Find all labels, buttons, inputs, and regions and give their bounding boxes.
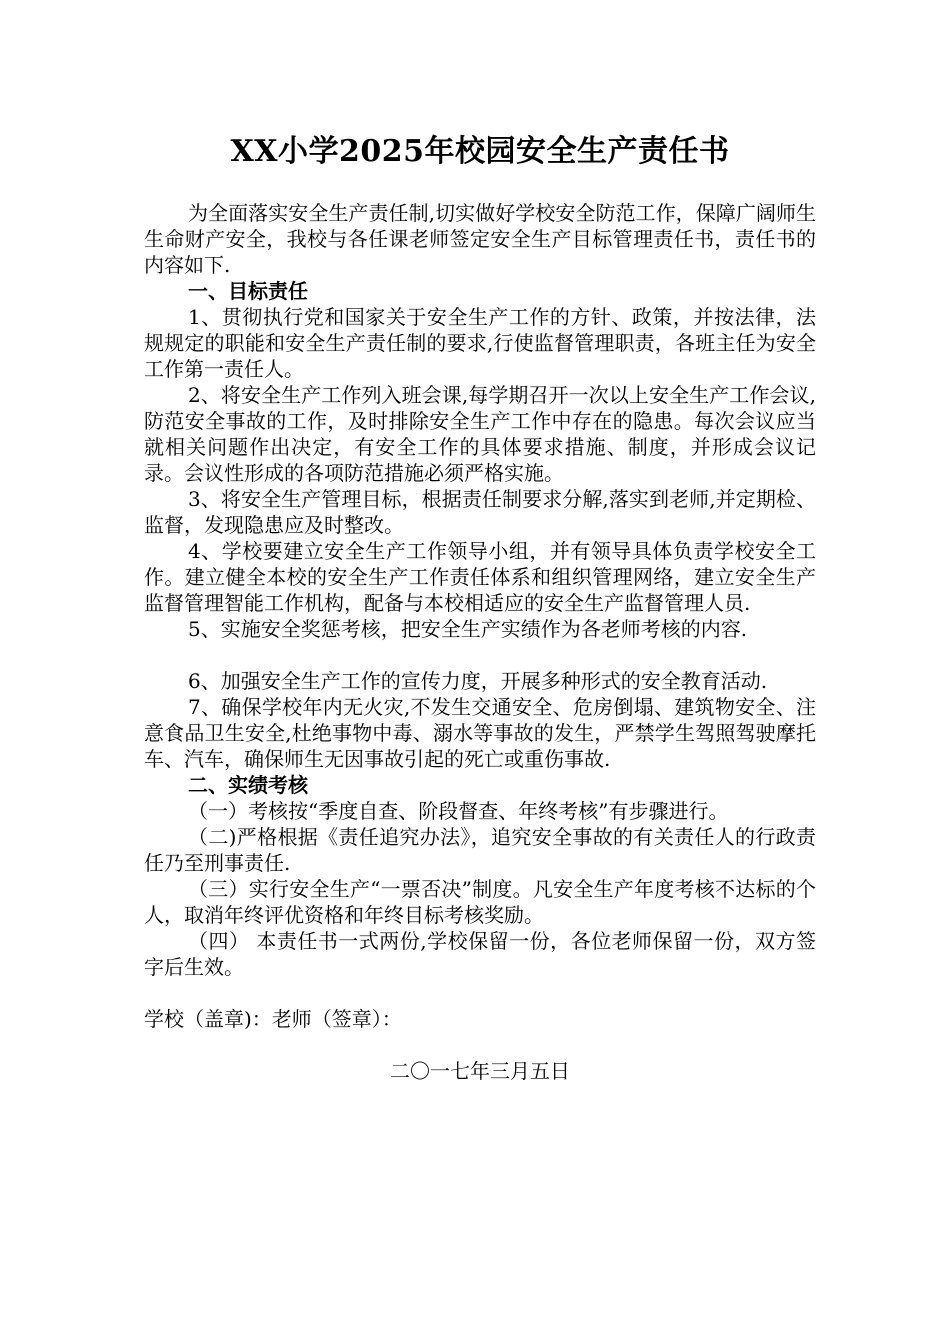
document-date: 二〇一七年三月五日 xyxy=(390,1059,570,1083)
assessment-item-1: （一）考核按“季度自查、阶段督查、年终考核”有步骤进行。 xyxy=(188,799,729,823)
signature-line: 学校（盖章)：老师（签章）： xyxy=(144,1007,402,1031)
document-title: XX小学2025年校园安全生产责任书 xyxy=(230,134,730,169)
section-heading-goals: 一、目标责任 xyxy=(188,279,308,303)
assessment-item-4: （四） 本责任书一式两份,学校保留一份，各位老师保留一份，双方签字后生效。 xyxy=(144,929,816,979)
assessment-item-3: （三）实行安全生产“一票否决”制度。凡安全生产年度考核不达标的个人，取消年终评优资格和年终目标考核奖励。 xyxy=(144,877,816,927)
blank-line xyxy=(144,642,816,668)
intro-paragraph: 为全面落实安全生产责任制,切实做好学校安全防范工作，保障广阔师生生命财产安全，我校与各任课老师签定安全生产目标管理责任书，责任书的内容如下. xyxy=(144,201,816,277)
goal-item-1: 1、贯彻执行党和国家关于安全生产工作的方针、政策，并按法律，法规规定的职能和安全生产责任制的要求,行使监督管理职责，各班主任为安全工作第一责任人。 xyxy=(144,305,816,381)
document-body xyxy=(144,200,816,1084)
goal-item-7: 7、确保学校年内无火灾,不发生交通安全、危房倒塌、建筑物安全、注意食品卫生安全,杜绝事物中毒、溺水等事故的发生，严禁学生驾照驾驶摩托车、汽车，确保师生无因事故引起的死亡或重伤事故. xyxy=(144,695,816,771)
assessment-item-2: （二)严格根据《责任追究办法》，追究安全事故的有关责任人的行政责任乃至刑事责任. xyxy=(144,825,816,875)
goal-item-6: 6、加强安全生产工作的宣传力度，开展多种形式的安全教育活动. xyxy=(188,669,768,693)
goal-item-3: 3、将安全生产管理目标，根据责任制要求分解,落实到老师,并定期检、监督，发现隐患应及时整改。 xyxy=(144,487,816,537)
goal-item-4: 4、学校要建立安全生产工作领导小组，并有领导具体负责学校安全工作。建立健全本校的安全生产工作责任体系和组织管理网络，建立安全生产监督管理智能工作机构，配备与本校相适应的安全生产监督管理人员. xyxy=(144,539,816,615)
goal-item-2: 2、将安全生产工作列入班会课,每学期召开一次以上安全生产工作会议,防范安全事故的工作，及时排除安全生产工作中存在的隐患。每次会议应当就相关问题作出决定，有安全工作的具体要求措施、制度，并形成会议记录。会议性形成的各项防范措施必须严格实施。 xyxy=(144,383,816,485)
section-heading-assessment: 二、实绩考核 xyxy=(188,773,308,797)
goal-item-5: 5、实施安全奖惩考核，把安全生产实绩作为各老师考核的内容. xyxy=(188,617,748,641)
